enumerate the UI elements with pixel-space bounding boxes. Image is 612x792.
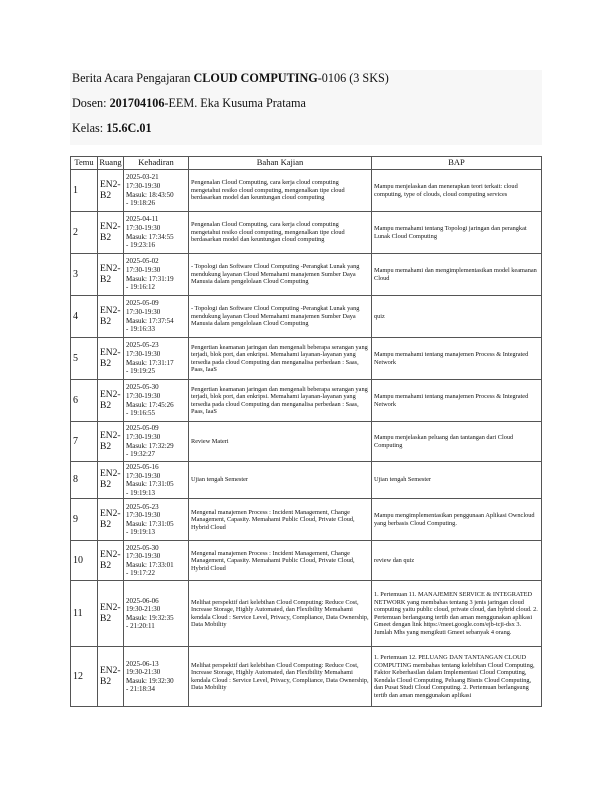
attendance-in: Masuk: 17:31:05 bbox=[126, 480, 174, 489]
table-row bbox=[71, 170, 542, 212]
header-temu: Temu bbox=[71, 157, 98, 170]
attendance-in: Masuk: 17:33:01 bbox=[126, 560, 174, 569]
cell-bahan-kajian: Melihat perspektif dari kelebihan Cloud Computing: Reduce Cost, Increase Storage, Highly Automated, dan Flexibility Memahami kendala Cloud : Service Level, Privacy, Compliance, Data Ownership, Data Mobility bbox=[189, 581, 372, 647]
attendance-date: 2025-05-30 bbox=[126, 543, 159, 552]
attendance-date: 2025-05-16 bbox=[126, 463, 159, 471]
cell-ruang: EN2-B2 bbox=[98, 499, 124, 541]
attendance-out: - 19:19:25 bbox=[126, 367, 155, 376]
document-header bbox=[70, 70, 542, 145]
attendance-date: 2025-06-06 bbox=[126, 596, 159, 605]
attendance-out: - 21:20:11 bbox=[126, 622, 155, 631]
attendance-time: 17:30-19:30 bbox=[126, 471, 161, 480]
table-row bbox=[71, 212, 542, 254]
attendance-time: 17:30-19:30 bbox=[126, 552, 161, 561]
cell-temu: 1 bbox=[71, 170, 98, 212]
cell-bahan-kajian: - Topologi dan Software Cloud Computing -Perangkat Lunak yang mendukung layanan Cloud Memahami manajemen Sumber Daya Manusia dalam pengelolaan Cloud Computing bbox=[189, 296, 372, 338]
cell-bap: Mampu memahami tentang Topologi jaringan dan perangkat Lunak Cloud Computing bbox=[372, 212, 542, 254]
table-row bbox=[71, 422, 542, 462]
attendance-time: 17:30-19:30 bbox=[126, 511, 161, 520]
cell-temu: 12 bbox=[71, 647, 98, 707]
attendance-date: 2025-04-11 bbox=[126, 215, 159, 224]
cell-bap: Mampu memahami tentang manajemen Process & Integrated Network bbox=[372, 380, 542, 422]
lecturer-label: Dosen: bbox=[72, 96, 110, 110]
attendance-in: Masuk: 17:31:17 bbox=[126, 358, 174, 367]
class-line bbox=[70, 120, 542, 145]
attendance-time: 17:30-19:30 bbox=[126, 265, 161, 274]
attendance-in: Masuk: 19:32:35 bbox=[126, 613, 174, 622]
cell-ruang: EN2-B2 bbox=[98, 581, 124, 647]
cell-bahan-kajian: Pengertian keamanan jaringan dan mengenali beberapa serangan yang terjadi, blok port, dan enkripsi. Memahami layanan-layanan yang tersedia pada cloud Computing dan menganalisa perbedaan : Saas, Paas, IaaS bbox=[189, 380, 372, 422]
attendance-date: 2025-06-13 bbox=[126, 659, 159, 668]
lecturer-name: -EEM. Eka Kusuma Pratama bbox=[164, 96, 306, 110]
cell-bahan-kajian: Mengenal manajemen Process : Incident Management, Change Management, Capasity. Memahami Public Cloud, Private Cloud, Hybrid Cloud bbox=[189, 499, 372, 541]
attendance-date: 2025-05-09 bbox=[126, 424, 159, 433]
cell-bahan-kajian: Review Materi bbox=[189, 422, 372, 462]
cell-kehadiran bbox=[124, 581, 189, 647]
attendance-time: 19:30-21:30 bbox=[126, 605, 161, 614]
attendance-time: 17:30-19:30 bbox=[126, 181, 161, 190]
cell-bahan-kajian: Pengenalan Cloud Computing, cara kerja cloud computing mengetahui resiko cloud computing, mengenalkan tipe cloud berdasarkan model dan keuntungan cloud computing bbox=[189, 170, 372, 212]
attendance-time: 17:30-19:30 bbox=[126, 349, 161, 358]
cell-ruang: EN2-B2 bbox=[98, 380, 124, 422]
cell-bap: review dan quiz bbox=[372, 541, 542, 581]
attendance-in: Masuk: 17:31:19 bbox=[126, 274, 174, 283]
cell-bap: Mampu menjelaskan dan menerapkan teori terkait: cloud computing, type of clouds, cloud computing services bbox=[372, 170, 542, 212]
table-row bbox=[71, 254, 542, 296]
lecturer-id: 201704106 bbox=[109, 96, 165, 110]
attendance-time: 17:30-19:30 bbox=[126, 223, 161, 232]
cell-bap: Ujian tengah Semester bbox=[372, 462, 542, 499]
course-name: CLOUD COMPUTING bbox=[193, 71, 318, 85]
attendance-time: 17:30-19:30 bbox=[126, 391, 161, 400]
table-row bbox=[71, 296, 542, 338]
attendance-out: - 19:19:13 bbox=[126, 488, 155, 497]
cell-kehadiran bbox=[124, 462, 189, 499]
cell-kehadiran bbox=[124, 541, 189, 581]
cell-bap: Mampu menjelaskan peluang dan tantangan dari Cloud Computing bbox=[372, 422, 542, 462]
cell-temu: 7 bbox=[71, 422, 98, 462]
cell-kehadiran bbox=[124, 254, 189, 296]
attendance-time: 17:30-19:30 bbox=[126, 432, 161, 441]
title-prefix: Berita Acara Pengajaran bbox=[72, 71, 194, 85]
table-header-row bbox=[71, 157, 542, 170]
cell-ruang: EN2-B2 bbox=[98, 212, 124, 254]
attendance-date: 2025-03-21 bbox=[126, 173, 159, 182]
cell-bahan-kajian: Ujian tengah Semester bbox=[189, 462, 372, 499]
cell-kehadiran bbox=[124, 380, 189, 422]
attendance-out: - 19:16:33 bbox=[126, 325, 155, 334]
attendance-date: 2025-05-09 bbox=[126, 299, 159, 308]
cell-bahan-kajian: Melihat perspektif dari kelebihan Cloud Computing: Reduce Cost, Increase Storage, Highly Automated, dan Flexibility Memahami kendala Cloud : Service Level, Privacy, Compliance, Data Ownership, Data Mobility bbox=[189, 647, 372, 707]
cell-temu: 4 bbox=[71, 296, 98, 338]
cell-bap: Mampu mengimplementasikan penggunaan Aplikasi Owncloud yang berbasis Cloud Computing. bbox=[372, 499, 542, 541]
header-bahan-kajian: Bahan Kajian bbox=[189, 157, 372, 170]
attendance-in: Masuk: 17:45:26 bbox=[126, 400, 174, 409]
cell-bap: 1. Pertemuan 12. PELUANG DAN TANTANGAN CLOUD COMPUTING membahas tentang kelebihan Cloud Computing, Faktor Keberhasilan dalam Implementasi Cloud Computing, Kendala Cloud Computing, Peluang Bisnis Cloud Computing, dan Pusat Studi Cloud Computing. 2. Pertemuan berlangsung tertib dan aman menggunakan aplikasi bbox=[372, 647, 542, 707]
course-title-line bbox=[70, 70, 542, 95]
table-row bbox=[71, 541, 542, 581]
attendance-in: Masuk: 17:37:54 bbox=[126, 316, 174, 325]
cell-ruang: EN2-B2 bbox=[98, 338, 124, 380]
cell-kehadiran bbox=[124, 170, 189, 212]
attendance-out: - 19:19:13 bbox=[126, 528, 155, 537]
attendance-date: 2025-05-02 bbox=[126, 257, 159, 266]
attendance-in: Masuk: 19:32:30 bbox=[126, 676, 174, 685]
cell-temu: 5 bbox=[71, 338, 98, 380]
attendance-date: 2025-05-23 bbox=[126, 502, 159, 511]
cell-kehadiran bbox=[124, 212, 189, 254]
cell-temu: 10 bbox=[71, 541, 98, 581]
table-row bbox=[71, 499, 542, 541]
attendance-date: 2025-05-23 bbox=[126, 341, 159, 350]
table-row bbox=[71, 647, 542, 707]
table-row bbox=[71, 338, 542, 380]
cell-kehadiran bbox=[124, 296, 189, 338]
cell-ruang: EN2-B2 bbox=[98, 541, 124, 581]
class-label: Kelas: bbox=[72, 121, 107, 135]
attendance-out: - 19:23:16 bbox=[126, 241, 155, 250]
attendance-out: - 21:18:34 bbox=[126, 685, 155, 694]
cell-ruang: EN2-B2 bbox=[98, 462, 124, 499]
attendance-out: - 19:32:27 bbox=[126, 450, 155, 459]
attendance-in: Masuk: 17:34:55 bbox=[126, 232, 174, 241]
cell-kehadiran bbox=[124, 422, 189, 462]
cell-temu: 3 bbox=[71, 254, 98, 296]
table-row bbox=[71, 380, 542, 422]
cell-bahan-kajian: Mengenal manajemen Process : Incident Management, Change Management, Capasity. Memahami Public Cloud, Private Cloud, Hybrid Cloud bbox=[189, 541, 372, 581]
cell-temu: 8 bbox=[71, 462, 98, 499]
attendance-time: 17:30-19:30 bbox=[126, 307, 161, 316]
lecturer-line bbox=[70, 95, 542, 120]
attendance-out: - 19:17:22 bbox=[126, 569, 155, 578]
cell-bahan-kajian: Pengenalan Cloud Computing, cara kerja cloud computing mengetahui resiko cloud computing, mengenalkan tipe cloud berdasarkan model dan keuntungan cloud computing bbox=[189, 212, 372, 254]
cell-bap: Mampu memahami dan mengimplementasikan model keamanan Cloud bbox=[372, 254, 542, 296]
cell-bap: quiz bbox=[372, 296, 542, 338]
cell-bap: Mampu memahami tentang manajemen Process & Integrated Network bbox=[372, 338, 542, 380]
cell-kehadiran bbox=[124, 499, 189, 541]
attendance-in: Masuk: 17:32:29 bbox=[126, 441, 174, 450]
cell-ruang: EN2-B2 bbox=[98, 296, 124, 338]
attendance-date: 2025-05-30 bbox=[126, 383, 159, 392]
attendance-in: Masuk: 18:43:50 bbox=[126, 190, 174, 199]
attendance-out: - 19:18:26 bbox=[126, 199, 155, 208]
header-bap: BAP bbox=[372, 157, 542, 170]
table-row bbox=[71, 581, 542, 647]
cell-kehadiran bbox=[124, 338, 189, 380]
cell-temu: 6 bbox=[71, 380, 98, 422]
header-ruang: Ruang bbox=[98, 157, 124, 170]
cell-temu: 11 bbox=[71, 581, 98, 647]
teaching-record-table bbox=[70, 156, 542, 707]
cell-bap: 1. Pertemuan 11. MANAJEMEN SERVICE & INTEGRATED NETWORK yang membahas tentang 3 jenis jaringan cloud computing yaitu public cloud, private cloud, dan hybrid cloud. 2. Pertemuan berlangsung tertib dan aman menggunakan aplikasi Gmeet dengan link https://meet.google.com/ejb-tcji-dsx 3. Jumlah Mhs yang mengikuti Gmeet sebanyak 4 orang. bbox=[372, 581, 542, 647]
cell-kehadiran bbox=[124, 647, 189, 707]
cell-bahan-kajian: Pengertian keamanan jaringan dan mengenali beberapa serangan yang terjadi, blok port, dan enkripsi. Memahami layanan-layanan yang tersedia pada cloud Computing dan menganalisa perbedaan : Saas, Paas, IaaS bbox=[189, 338, 372, 380]
cell-ruang: EN2-B2 bbox=[98, 170, 124, 212]
table-row bbox=[71, 462, 542, 499]
cell-bahan-kajian: - Topologi dan Software Cloud Computing -Perangkat Lunak yang mendukung layanan Cloud Memahami manajemen Sumber Daya Manusia dalam pengelolaan Cloud Computing bbox=[189, 254, 372, 296]
attendance-out: - 19:16:55 bbox=[126, 409, 155, 418]
cell-ruang: EN2-B2 bbox=[98, 254, 124, 296]
class-value: 15.6C.01 bbox=[106, 121, 152, 135]
cell-ruang: EN2-B2 bbox=[98, 647, 124, 707]
course-code: -0106 (3 SKS) bbox=[317, 71, 389, 85]
attendance-time: 19:30-21:30 bbox=[126, 668, 161, 677]
cell-ruang: EN2-B2 bbox=[98, 422, 124, 462]
attendance-in: Masuk: 17:31:05 bbox=[126, 519, 174, 528]
cell-temu: 9 bbox=[71, 499, 98, 541]
attendance-out: - 19:16:12 bbox=[126, 283, 155, 292]
cell-temu: 2 bbox=[71, 212, 98, 254]
header-kehadiran: Kehadiran bbox=[124, 157, 189, 170]
